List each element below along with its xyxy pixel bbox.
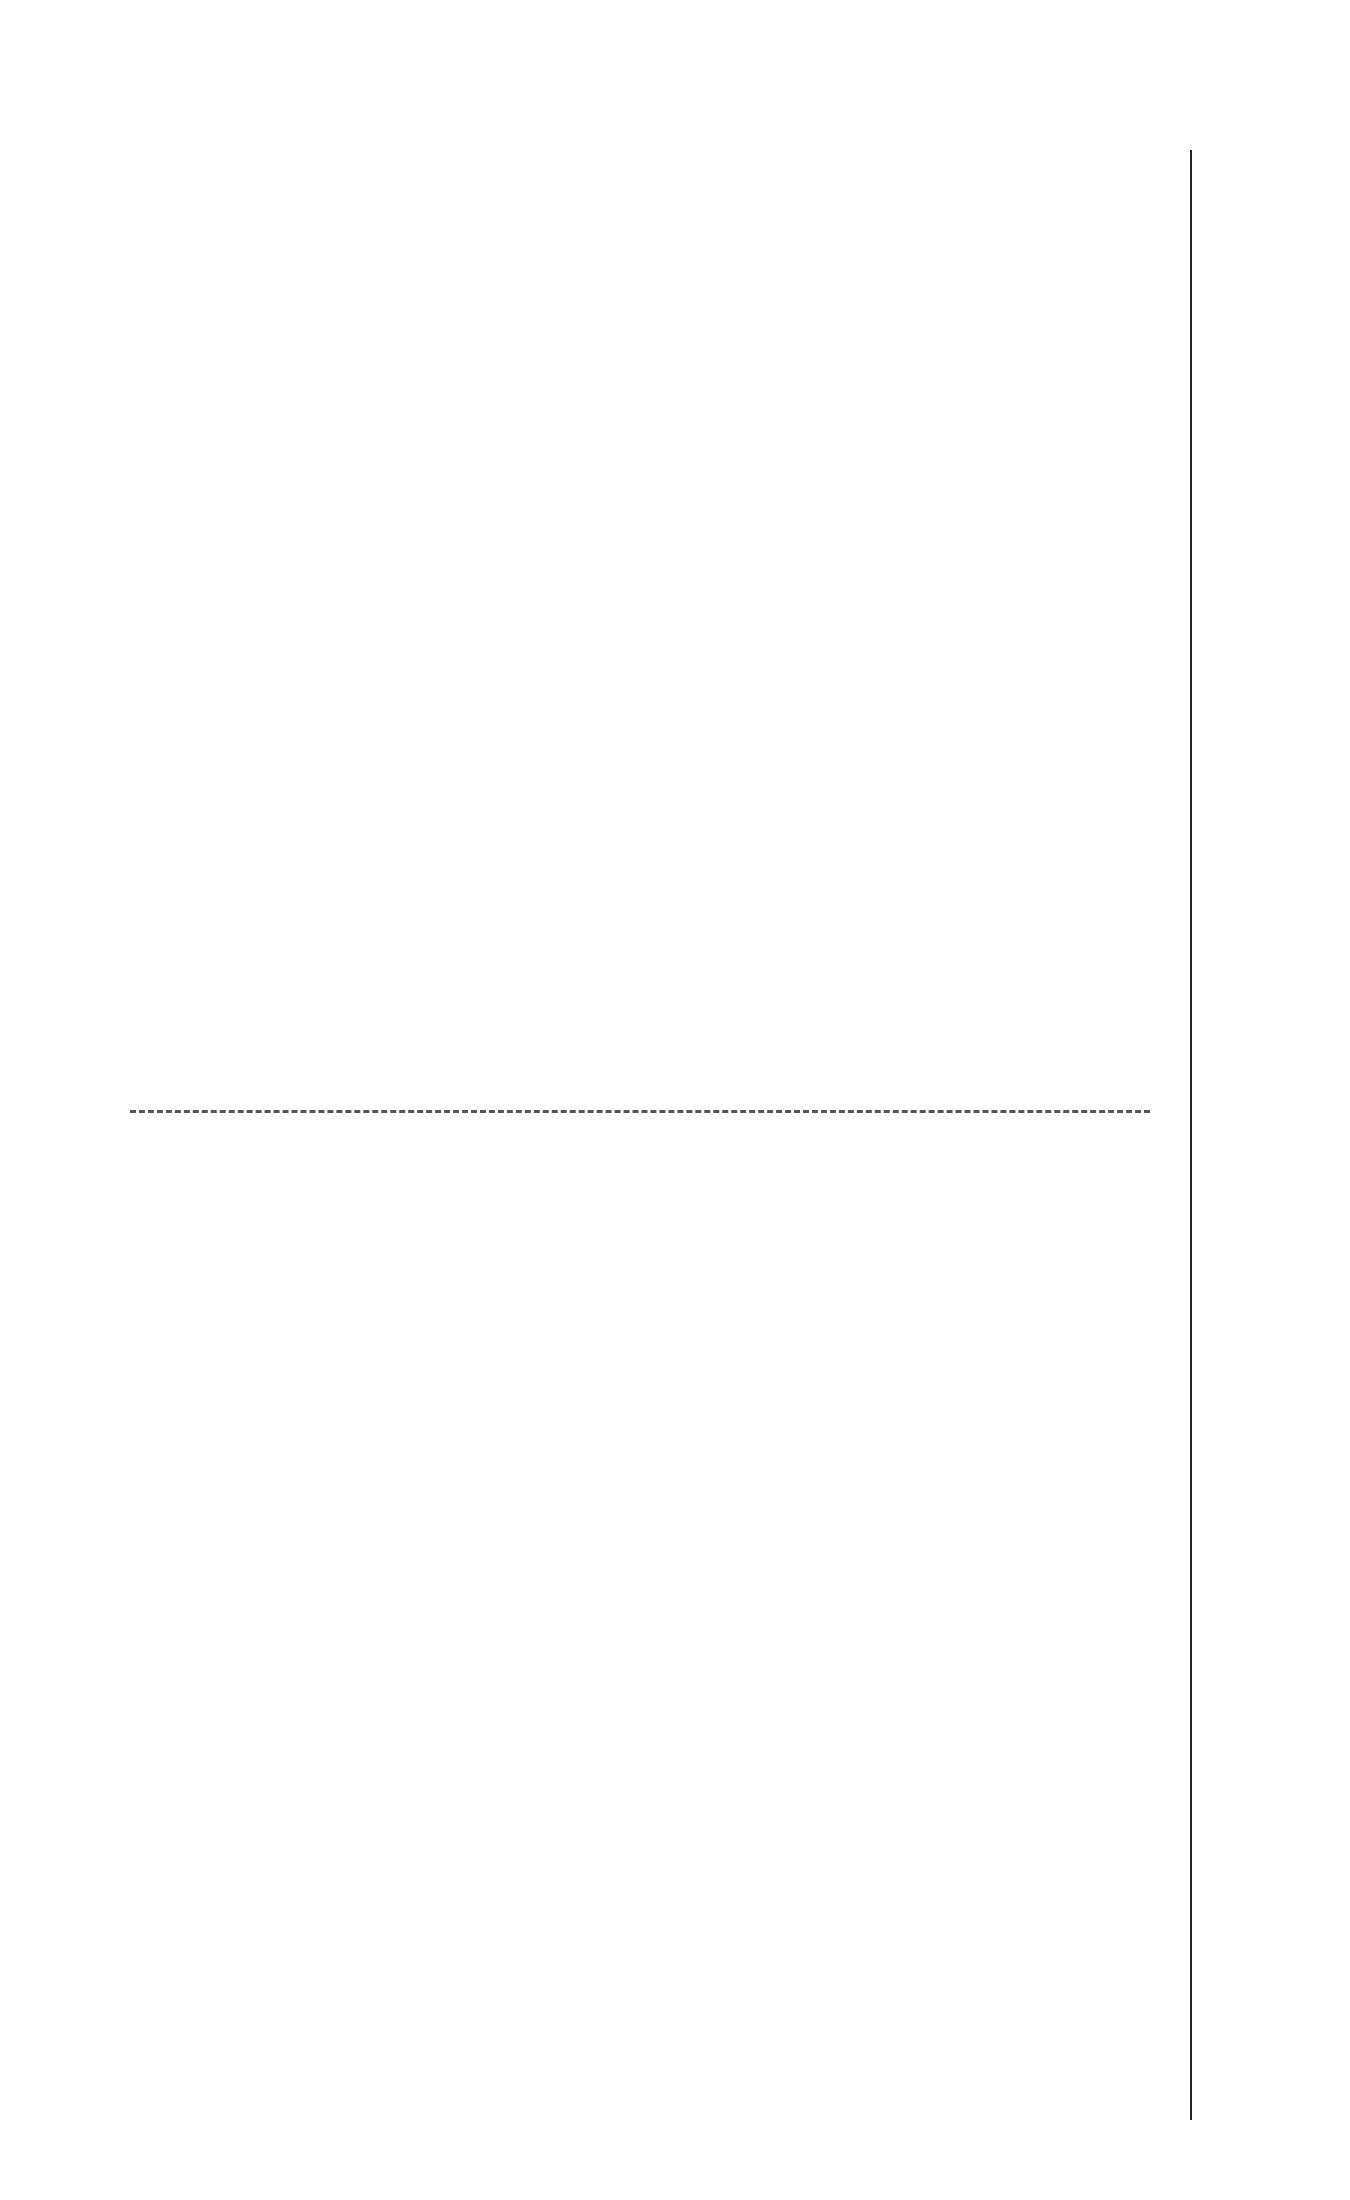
watermark [660, 1095, 1180, 1265]
vertical-rule [1190, 150, 1192, 2120]
